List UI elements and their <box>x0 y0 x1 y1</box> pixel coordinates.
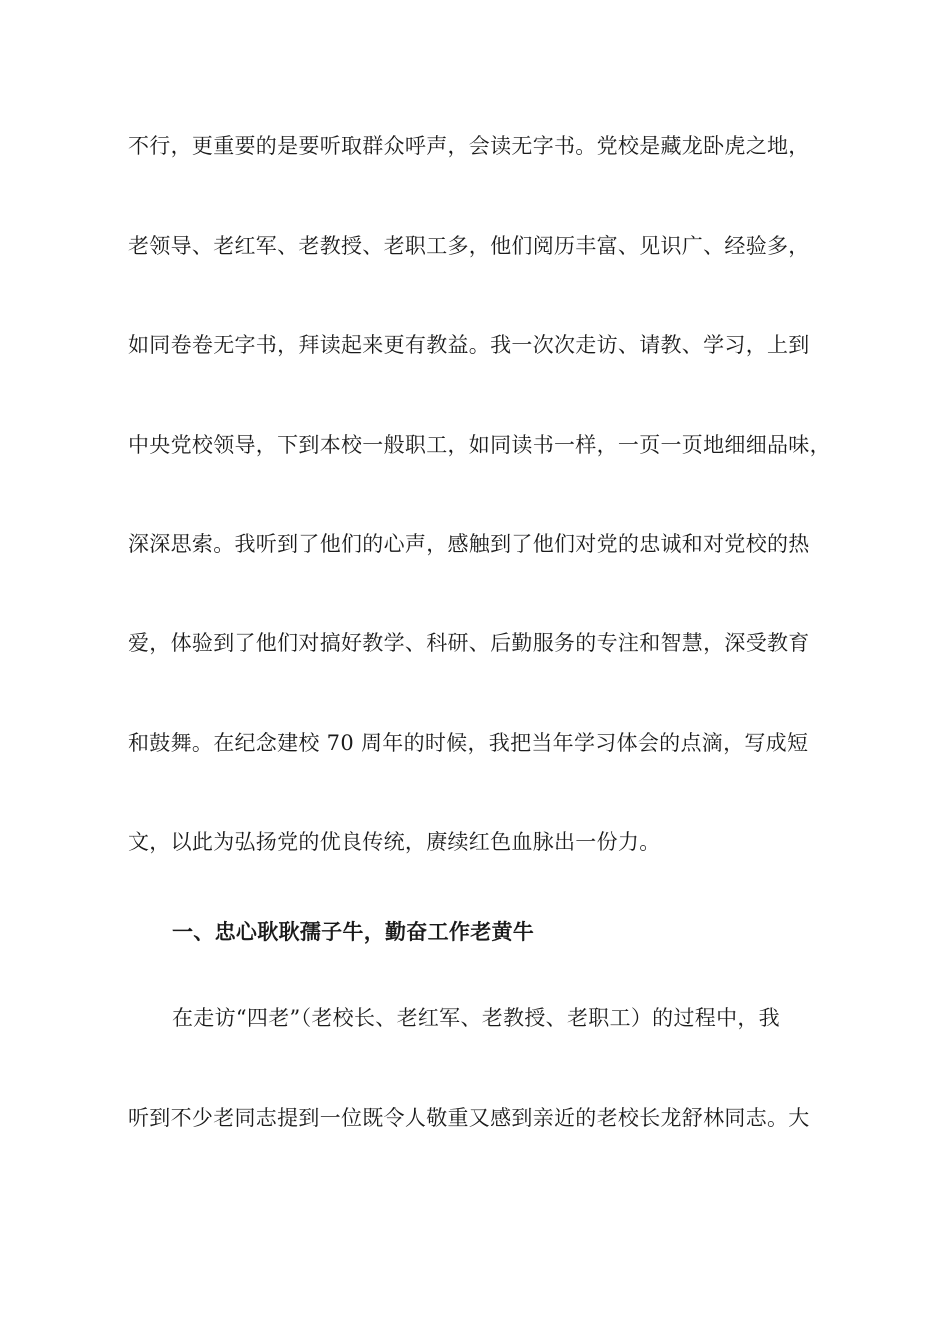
text-line: 在走访“四老”（老校长、老红军、老教授、老职工）的过程中，我 <box>172 1006 780 1030</box>
text-line: 如同卷卷无字书，拜读起来更有教益。我一次次走访、请教、学习，上到 <box>128 333 810 357</box>
text-line: 老领导、老红军、老教授、老职工多，他们阅历丰富、见识广、经验多， <box>128 234 810 258</box>
text-line: 深深思索。我听到了他们的心声，感触到了他们对党的忠诚和对党校的热 <box>128 532 810 556</box>
text-line: 爱，体验到了他们对搞好教学、科研、后勤服务的专注和智慧，深受教育 <box>128 631 810 655</box>
text-line: 中央党校领导，下到本校一般职工，如同读书一样，一页一页地细细品味， <box>128 433 831 457</box>
text-line: 不行，更重要的是要听取群众呼声，会读无字书。党校是藏龙卧虎之地， <box>128 134 810 158</box>
section-heading: 一、忠心耿耿孺子牛，勤奋工作老黄牛 <box>172 919 535 944</box>
text-line: 和鼓舞。在纪念建校 70 周年的时候，我把当年学习体会的点滴，写成短 <box>128 731 809 755</box>
text-line: 听到不少老同志提到一位既令人敬重又感到亲近的老校长龙舒林同志。大 <box>128 1106 810 1130</box>
text-line: 文，以此为弘扬党的优良传统，赓续红色血脉出一份力。 <box>128 830 661 854</box>
